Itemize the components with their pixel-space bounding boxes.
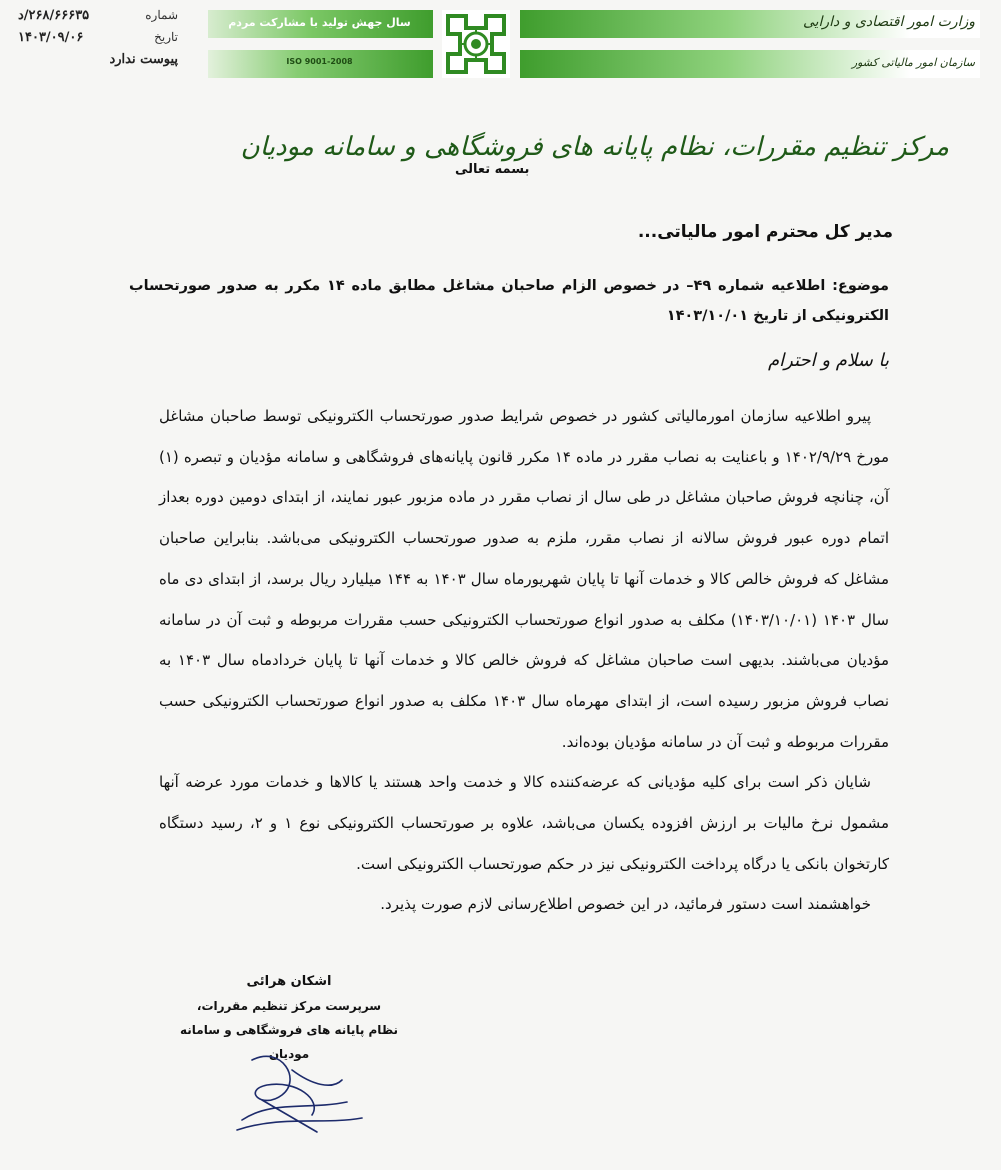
signatory-name: اشکان هرائی: [246, 974, 332, 989]
letter-date: ۱۴۰۳/۰۹/۰۶: [18, 30, 84, 45]
salutation: با سلام و احترام: [768, 350, 889, 371]
body-paragraph: پیرو اطلاعیه سازمان امورمالیاتی کشور در خصوص شرایط صدور صورتحساب الکترونیکی توسط صاحبان مشاغل مورخ ۱۴۰۲/۹/۲۹ و باعنایت به نصاب مقرر در ماده ۱۴ مکرر قانون پایانه‌های فروشگاهی و سامانه مؤدیان و تبصره (۱) آن، چنانچه فروش صاحبان مشاغل در طی سال از نصاب مقرر در ماده مزبور عبور نمایند، از ابتدای دومین دوره بعداز اتمام دوره عبور فروش سالانه از نصاب مقرر، ملزم به صدور صورتحساب الکترونیکی می‌باشد. بنابراین صاحبان مشاغل که فروش خالص کالا و خدمات آنها تا پایان شهریورماه سال ۱۴۰۳ به ۱۴۴ میلیارد ریال برسد، از ابتدای دی ماه سال ۱۴۰۳ (۱۴۰۳/۱۰/۰۱) مکلف به صدور انواع صورتحساب الکترونیکی حسب مقررات مربوطه و ثبت آن در سامانه مؤدیان می‌باشند. بدیهی است صاحبان مشاغل که فروش خالص کالا و خدمات آنها تا پایان خردادماه سال ۱۴۰۳ به نصاب فروش مزبور رسیده است، از ابتدای مهرماه سال ۱۴۰۳ مکلف به صدور انواع صورتحساب الکترونیکی حسب مقررات مربوطه و ثبت آن در سامانه مؤدیان بوده‌اند.: [159, 407, 890, 751]
letter-number-label: شماره: [145, 8, 178, 22]
center-title: مرکز تنظیم مقررات، نظام پایانه های فروشگاهی و سامانه مودیان: [240, 132, 949, 162]
letter-date-row: [18, 30, 178, 52]
body-paragraph: شایان ذکر است برای کلیه مؤدیانی که عرضه‌کننده کالا و خدمت واحد هستند یا کالاها و خدمات مورد عرضه آنها مشمول نرخ مالیات بر ارزش افزوده یکسان می‌باشد، علاوه بر صورتحساب الکترونیکی نوع ۱ و ۲، رسید دستگاه کارتخوان بانکی یا درگاه پرداخت الکترونیکی نیز در حکم صورتحساب الکترونیکی است.: [159, 773, 889, 873]
tax-organization-emblem-icon: [440, 8, 512, 80]
letter-subject: موضوع: اطلاعیه شماره ۴۹– در خصوص الزام صاحبان مشاغل مطابق ماده ۱۴ مکرر به صدور صورتحساب الکترونیکی از تاریخ ۱۴۰۳/۱۰/۰۱: [129, 278, 889, 324]
ministry-name: وزارت امور اقتصادی و دارایی: [802, 14, 975, 30]
letter-attachment: پیوست ندارد: [109, 52, 178, 67]
year-slogan: سال جهش تولید با مشارکت مردم: [228, 16, 411, 29]
handwritten-signature-icon: [222, 1040, 372, 1140]
iso-certificate: ISO 9001-2008: [286, 57, 353, 66]
addressee: مدیر کل محترم امور مالیاتی...: [637, 222, 893, 242]
letter-attachment-row: [18, 52, 178, 74]
letter-number-row: [18, 8, 178, 30]
organization-name: سازمان امور مالیاتی کشور: [851, 56, 975, 69]
letter-date-label: تاریخ: [154, 30, 178, 44]
body-paragraph: خواهشمند است دستور فرمائید، در این خصوص اطلاع‌رسانی لازم صورت پذیرد.: [380, 895, 871, 914]
letter-body: [159, 396, 889, 925]
signatory-title-line2: نظام پایانه های فروشگاهی و سامانه مودیان: [179, 1023, 399, 1061]
letter-reference-block: [18, 8, 178, 74]
signatory-title-line1: سرپرست مرکز تنظیم مقررات،: [196, 999, 382, 1013]
letter-number: ۲۶۸/۶۶۶۳۵/د: [18, 8, 90, 23]
besm-header: بسمه تعالی: [455, 162, 530, 177]
